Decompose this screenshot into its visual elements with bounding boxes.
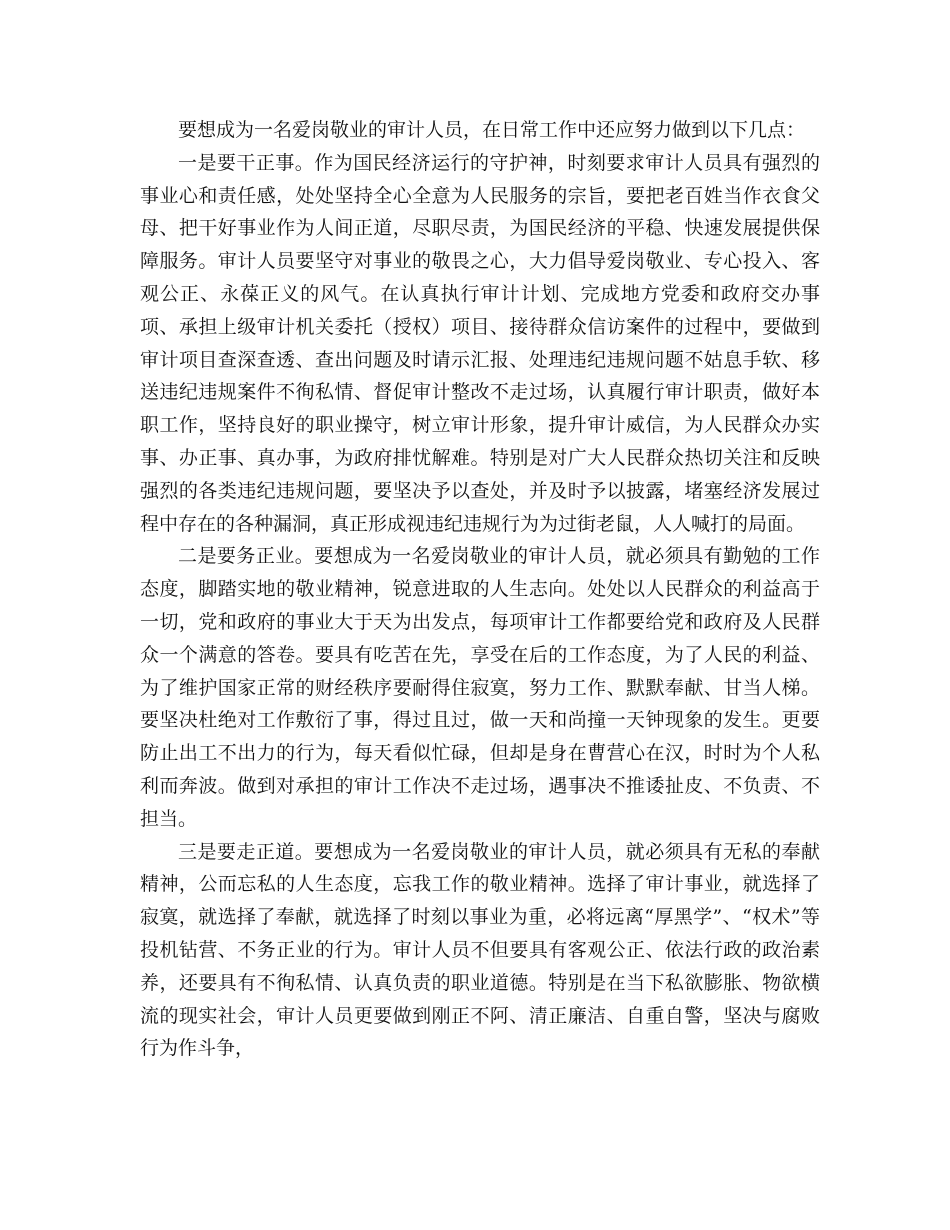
- document-body: [140, 114, 820, 1065]
- paragraph-intro: 要想成为一名爱岗敬业的审计人员，在日常工作中还应努力做到以下几点：: [178, 119, 806, 141]
- paragraph-point-one: 一是要干正事。作为国民经济运行的守护神，时刻要求审计人员具有强烈的事业心和责任感，处处坚持全心全意为人民服务的宗旨，要把老百姓当作衣食父母、把干好事业作为人间正道，尽职尽责，为国民经济的平稳、快速发展提供保障服务。审计人员要坚守对事业的敬畏之心，大力倡导爱岗敬业、专心投入、客观公正、永葆正义的风气。在认真执行审计计划、完成地方党委和政府交办事项、承担上级审计机关委托（授权）项目、接待群众信访案件的过程中，要做到审计项目查深查透、查出问题及时请示汇报、处理违纪违规问题不姑息手软、移送违纪违规案件不徇私情、督促审计整改不走过场，认真履行审计职责，做好本职工作，坚持良好的职业操守，树立审计形象，提升审计威信，为人民群众办实事、办正事、真办事，为政府排忧解难。特别是对广大人民群众热切关注和反映强烈的各类违纪违规问题，要坚决予以查处，并及时予以披露，堵塞经济发展过程中存在的各种漏洞，真正形成视违纪违规行为为过街老鼠，人人喊打的局面。: [140, 151, 820, 535]
- paragraph-point-two: 二是要务正业。要想成为一名爱岗敬业的审计人员，就必须具有勤勉的工作态度，脚踏实地的敬业精神，锐意进取的人生志向。处处以人民群众的利益高于一切，党和政府的事业大于天为出发点，每项审计工作都要给党和政府及人民群众一个满意的答卷。要具有吃苦在先，享受在后的工作态度，为了人民的利益、为了维护国家正常的财经秩序要耐得住寂寞，努力工作、默默奉献、甘当人梯。要坚决杜绝对工作敷衍了事，得过且过，做一天和尚撞一天钟现象的发生。更要防止出工不出力的行为，每天看似忙碌，但却是身在曹营心在汉，时时为个人私利而奔波。做到对承担的审计工作决不走过场，遇事决不推诿扯皮、不负责、不担当。: [140, 545, 820, 830]
- paragraph-point-three: 三是要走正道。要想成为一名爱岗敬业的审计人员，就必须具有无私的奉献精神，公而忘私的人生态度，忘我工作的敬业精神。选择了审计事业，就选择了寂寞，就选择了奉献，就选择了时刻以事业为重，必将远离“厚黑学”、“权术”等投机钻营、不务正业的行为。审计人员不但要具有客观公正、依法行政的政治素养，还要具有不徇私情、认真负责的职业道德。特别是在当下私欲膨胀、物欲横流的现实社会，审计人员更要做到刚正不阿、清正廉洁、自重自警，坚决与腐败行为作斗争，: [140, 840, 820, 1060]
